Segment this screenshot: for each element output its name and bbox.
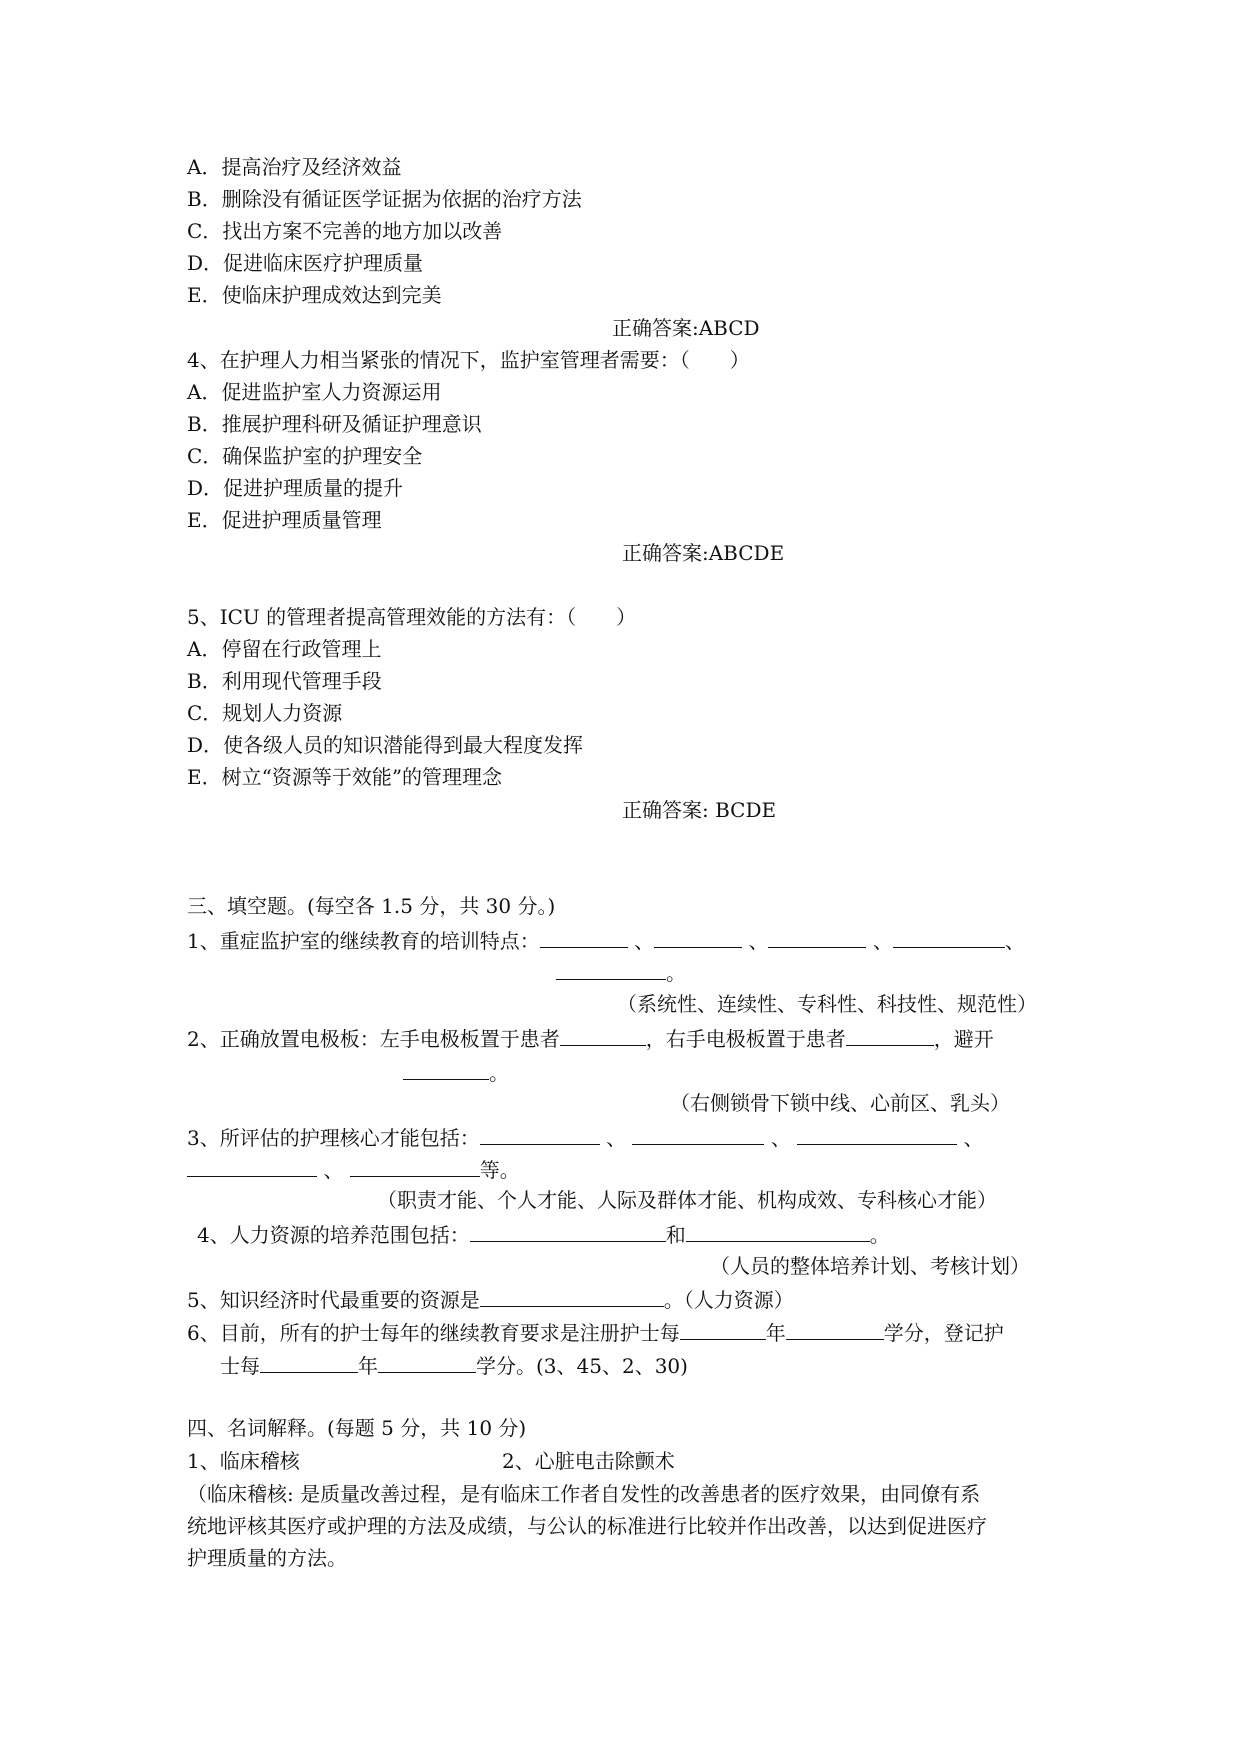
separator: 、 [634, 929, 655, 953]
q3-option-d: D．促进临床医疗护理质量 [187, 251, 424, 275]
end-mark: 。 [666, 961, 686, 985]
blank-input[interactable] [768, 929, 866, 948]
fill-1-line1 [187, 929, 1025, 951]
fill-2-text-a: 2、正确放置电极板：左手电极板置于患者 [187, 1027, 560, 1051]
q3-option-b: B．删除没有循证医学证据为依据的治疗方法 [187, 187, 582, 211]
term-explanation-line1: （临床稽核: 是质量改善过程，是有临床工作者自发性的改善患者的医疗效果，由同僚有系 [187, 1482, 981, 1506]
blank-input[interactable] [350, 1158, 480, 1177]
blank-input[interactable] [846, 1027, 934, 1046]
blank-input[interactable] [632, 1126, 764, 1145]
fill-6-line1 [187, 1321, 1004, 1343]
separator: 、 [1004, 929, 1025, 953]
fill-3-line2 [187, 1158, 520, 1180]
blank-input[interactable] [654, 929, 742, 948]
q4-option-d: D．促进护理质量的提升 [187, 476, 404, 500]
blank-input[interactable] [797, 1126, 957, 1145]
blank-input[interactable] [378, 1354, 476, 1373]
separator: 、 [323, 1158, 344, 1182]
fill-1-answer: （系统性、连续性、专科性、科技性、规范性） [617, 992, 1037, 1016]
q4-answer: 正确答案:ABCDE [622, 541, 785, 565]
fill-5-line [187, 1288, 794, 1310]
q4-option-b: B．推展护理科研及循证护理意识 [187, 412, 482, 436]
fill-6-line2 [220, 1354, 688, 1376]
q4-option-a: A．促进监护室人力资源运用 [187, 380, 442, 404]
q5-option-b: B．利用现代管理手段 [187, 669, 382, 693]
section4-heading: 四、名词解释。(每题 5 分，共 10 分) [187, 1416, 527, 1440]
fill-4-and: 和 [665, 1223, 686, 1247]
end-mark: 。 [489, 1061, 509, 1085]
q5-option-d: D．使各级人员的知识潜能得到最大程度发挥 [187, 733, 584, 757]
separator: 、 [770, 1126, 791, 1150]
fill-2-text-c: ，避开 [933, 1027, 994, 1051]
q4-option-e: E．促进护理质量管理 [187, 508, 382, 532]
blank-input[interactable] [470, 1223, 666, 1242]
q5-option-c: C．规划人力资源 [187, 701, 343, 725]
blank-input[interactable] [187, 1158, 317, 1177]
fill-2-line1 [187, 1027, 994, 1049]
blank-input[interactable] [686, 1223, 870, 1242]
blank-input[interactable] [560, 1027, 646, 1046]
blank-input[interactable] [540, 929, 628, 948]
blank-input[interactable] [480, 1288, 664, 1307]
fill-2-text-b: ，右手电极板置于患者 [645, 1027, 846, 1051]
fill-3-answer: （职责才能、个人才能、人际及群体才能、机构成效、专科核心才能） [377, 1188, 997, 1212]
blank-input[interactable] [786, 1321, 884, 1340]
q5-stem: 5、ICU 的管理者提高管理效能的方法有：（ ） [187, 605, 637, 629]
blank-input[interactable] [556, 961, 666, 980]
q3-option-a: A．提高治疗及经济效益 [187, 155, 402, 179]
separator: 、 [606, 1126, 627, 1150]
separator: 、 [963, 1126, 984, 1150]
fill-6-year: 年 [765, 1321, 786, 1345]
blank-input[interactable] [260, 1354, 358, 1373]
q4-stem: 4、在护理人力相当紧张的情况下，监护室管理者需要：（ ） [187, 348, 750, 372]
q5-answer: 正确答案: BCDE [622, 798, 777, 822]
fill-2-answer: （右侧锁骨下锁中线、心前区、乳头） [670, 1091, 1010, 1115]
q3-answer: 正确答案:ABCD [612, 316, 760, 340]
q5-option-a: A．停留在行政管理上 [187, 637, 382, 661]
separator: 、 [748, 929, 769, 953]
fill-6-text-d: 学分。(3、45、2、30) [476, 1354, 688, 1378]
end-mark: 。 [869, 1223, 890, 1247]
blank-input[interactable] [680, 1321, 766, 1340]
fill-6-year: 年 [358, 1354, 378, 1378]
blank-input[interactable] [403, 1061, 489, 1080]
blank-input[interactable] [480, 1126, 600, 1145]
fill-3-prefix: 3、所评估的护理核心才能包括： [187, 1126, 480, 1150]
term-1: 1、临床稽核 [187, 1449, 300, 1473]
fill-6-text-c: 士每 [220, 1354, 260, 1378]
fill-5-prefix: 5、知识经济时代最重要的资源是 [187, 1288, 480, 1312]
separator: 、 [872, 929, 893, 953]
fill-1-line2 [556, 961, 686, 983]
fill-4-prefix: 4、人力资源的培养范围包括： [197, 1223, 470, 1247]
fill-3-end: 等。 [479, 1158, 520, 1182]
fill-6-text-a: 6、目前，所有的护士每年的继续教育要求是注册护士每 [187, 1321, 680, 1345]
q3-option-e: E．使临床护理成效达到完美 [187, 283, 442, 307]
fill-2-line2 [403, 1061, 509, 1083]
fill-5-answer: 。（人力资源） [663, 1288, 794, 1312]
section3-heading: 三、填空题。(每空各 1.5 分，共 30 分。) [187, 894, 556, 918]
q3-option-c: C．找出方案不完善的地方加以改善 [187, 219, 503, 243]
fill-4-line [197, 1223, 890, 1245]
term-2: 2、心脏电击除颤术 [502, 1449, 675, 1473]
q5-option-e: E．树立“资源等于效能”的管理理念 [187, 765, 503, 789]
q4-option-c: C．确保监护室的护理安全 [187, 444, 423, 468]
fill-1-prefix: 1、重症监护室的继续教育的培训特点： [187, 929, 540, 953]
fill-4-answer: （人员的整体培养计划、考核计划） [710, 1254, 1030, 1278]
blank-input[interactable] [893, 929, 1005, 948]
fill-6-text-b: 学分，登记护 [883, 1321, 1004, 1345]
term-explanation-line2: 统地评核其医疗或护理的方法及成绩，与公认的标准进行比较并作出改善，以达到促进医疗 [187, 1514, 987, 1538]
term-explanation-line3: 护理质量的方法。 [187, 1546, 347, 1570]
fill-3-line1 [187, 1126, 984, 1148]
